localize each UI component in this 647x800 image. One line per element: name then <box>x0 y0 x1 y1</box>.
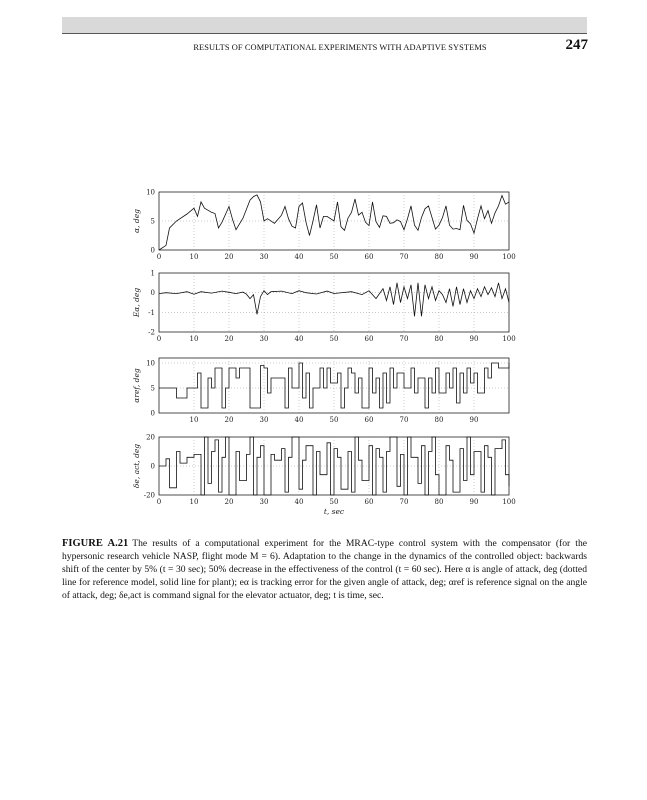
y-tick-label: -1 <box>148 308 155 317</box>
x-tick-label: 40 <box>294 498 304 506</box>
x-tick-label: 60 <box>364 335 374 343</box>
x-tick-label: 40 <box>294 335 304 343</box>
x-tick-label: 30 <box>259 416 269 424</box>
x-tick-label: 100 <box>502 498 516 506</box>
y-axis-label: δe, act, deg <box>132 443 141 489</box>
x-tick-label: 90 <box>469 416 479 424</box>
x-tick-label: 60 <box>364 253 374 261</box>
figure-caption <box>62 537 587 602</box>
y-axis-label: αref, deg <box>132 368 141 403</box>
x-tick-label: 60 <box>364 498 374 506</box>
x-tick-label: 80 <box>434 335 444 343</box>
plot-frame <box>159 273 509 332</box>
x-tick-label: 70 <box>399 253 409 261</box>
y-tick-label: 5 <box>150 217 155 226</box>
x-tick-label: 40 <box>294 416 304 424</box>
x-tick-label: 80 <box>434 416 444 424</box>
x-tick-label: 10 <box>189 416 199 424</box>
x-tick-label: 50 <box>329 253 339 261</box>
chart-panel-2 <box>132 270 516 344</box>
x-tick-label: 50 <box>329 416 339 424</box>
y-tick-label: -2 <box>148 328 155 337</box>
caption-text: The results of a computational experiment for the MRAC-type control system with the compensator (for the hypersonic research vehicle NASP, flight mode M = 6). Adaptation to the change in the dynamics of the controlled object: backwards shift of the center by 5% (t = 30 sec); 50% decrease in the effectiveness of the control (t = 60 sec). Here α is angle of attack, deg (dotted line for reference model, solid line for plant); eα is tracking error for the given angle of attack, deg; αref is reference signal on the angle of attack, deg; δe,act is command signal for the elevator actuator, deg; t is time, sec. <box>62 538 588 601</box>
x-tick-label: 30 <box>259 335 269 343</box>
chart-panel-4 <box>132 434 516 517</box>
x-tick-label: 0 <box>156 335 162 343</box>
x-tick-label: 90 <box>469 253 479 261</box>
x-tick-label: 100 <box>502 335 516 343</box>
x-tick-label: 90 <box>469 498 479 506</box>
y-tick-label: 10 <box>146 359 155 368</box>
x-axis-label: t, sec <box>323 507 345 516</box>
figure-label: FIGURE A.21 <box>62 538 129 549</box>
x-tick-label: 10 <box>189 498 199 506</box>
x-tick-label: 70 <box>399 416 409 424</box>
x-tick-label: 90 <box>469 335 479 343</box>
x-tick-label: 30 <box>259 498 269 506</box>
x-tick-label: 80 <box>434 498 444 506</box>
y-tick-label: -20 <box>143 491 155 500</box>
x-tick-label: 10 <box>189 335 199 343</box>
y-axis-label: Eα, deg <box>132 287 141 318</box>
series-line <box>159 283 509 317</box>
y-tick-label: 0 <box>150 289 155 298</box>
y-tick-label: 10 <box>146 188 155 197</box>
y-tick-label: 0 <box>150 246 155 255</box>
running-head: RESULTS OF COMPUTATIONAL EXPERIMENTS WITH ADAPTIVE SYSTEMS <box>193 43 487 52</box>
x-tick-label: 50 <box>329 335 339 343</box>
x-tick-label: 0 <box>156 498 162 506</box>
page-number: 247 <box>565 37 588 53</box>
x-tick-label: 20 <box>224 253 234 261</box>
y-tick-label: 0 <box>150 409 155 418</box>
y-tick-label: 1 <box>150 269 155 278</box>
chart-panel-1 <box>132 189 516 262</box>
x-tick-label: 40 <box>294 253 304 261</box>
x-tick-label: 80 <box>434 253 444 261</box>
x-tick-label: 30 <box>259 253 269 261</box>
x-tick-label: 100 <box>502 253 516 261</box>
x-tick-label: 60 <box>364 416 374 424</box>
chart-panel-3 <box>132 358 509 424</box>
y-axis-label: α, deg <box>132 209 141 233</box>
x-tick-label: 70 <box>399 498 409 506</box>
y-tick-label: 20 <box>146 433 155 442</box>
x-tick-label: 20 <box>224 335 234 343</box>
x-tick-label: 50 <box>329 498 339 506</box>
x-tick-label: 70 <box>399 335 409 343</box>
y-tick-label: 0 <box>150 462 155 471</box>
x-tick-label: 20 <box>224 498 234 506</box>
y-tick-label: 5 <box>150 384 155 393</box>
x-tick-label: 10 <box>189 253 199 261</box>
x-tick-label: 0 <box>156 253 162 261</box>
x-tick-label: 20 <box>224 416 234 424</box>
